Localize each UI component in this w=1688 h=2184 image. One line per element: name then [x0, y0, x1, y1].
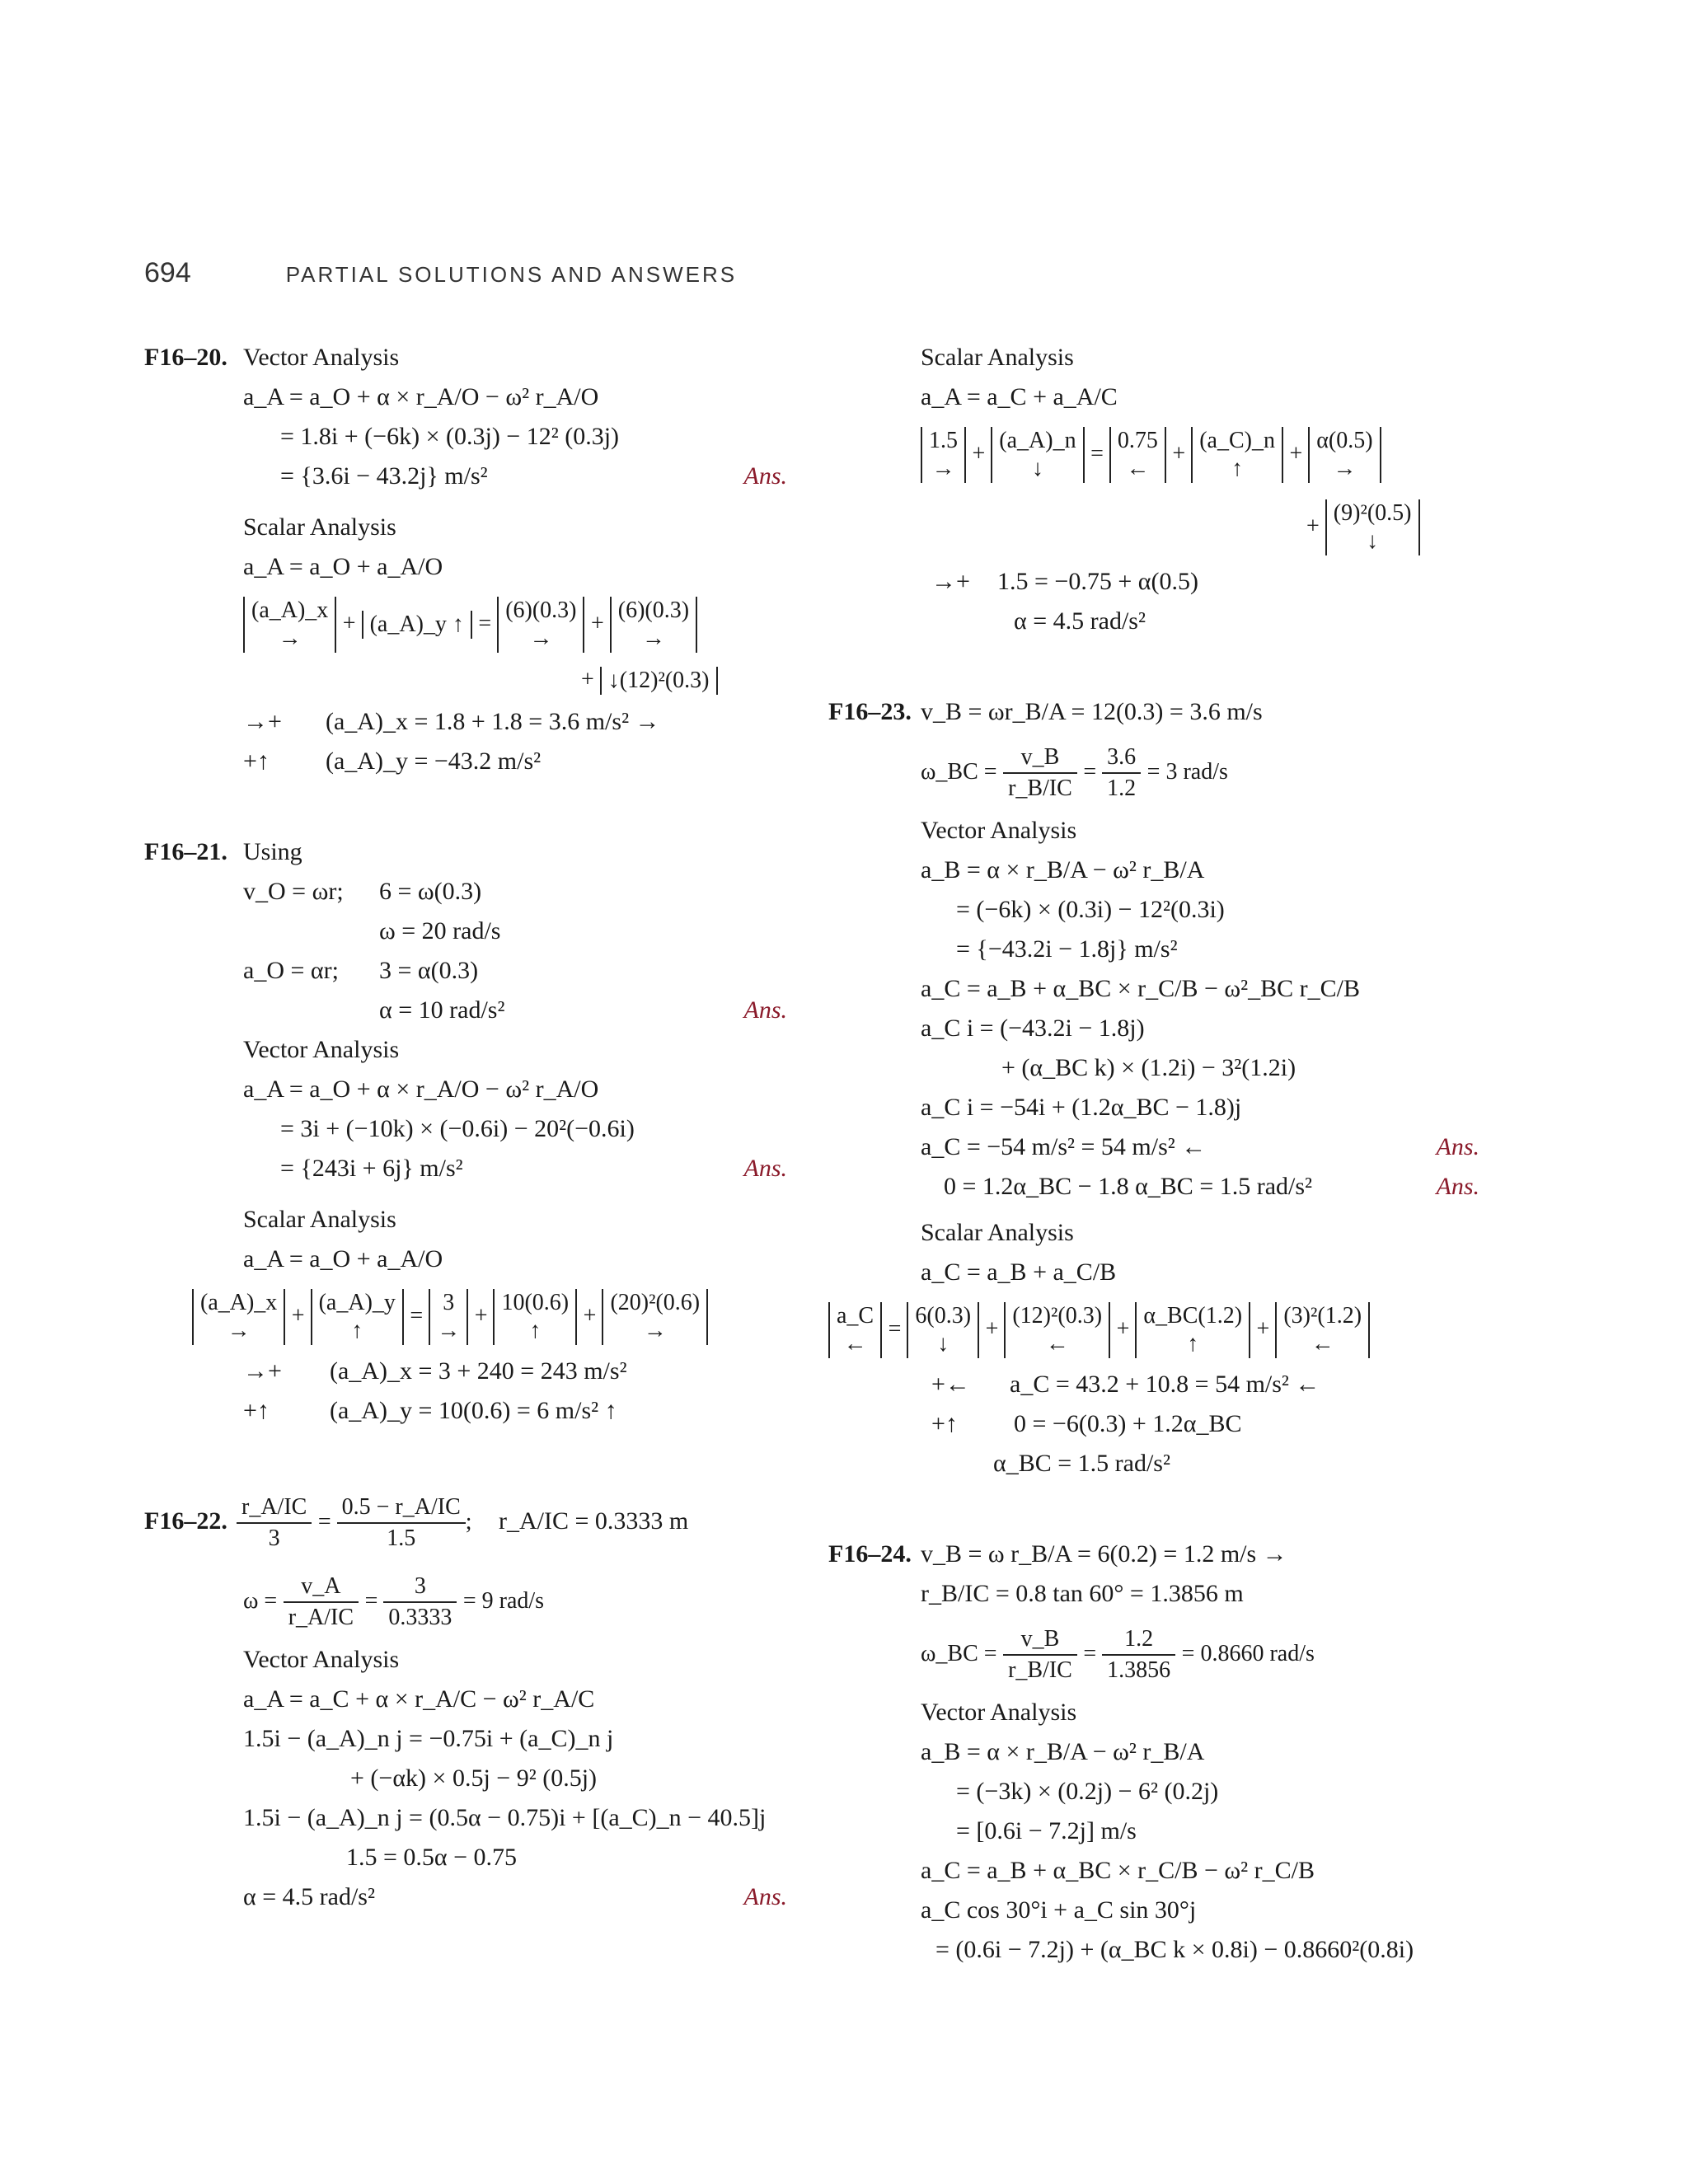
fraction: $\frac{v\_B}{r\_B/IC}$ [1003, 743, 1077, 804]
sign-convention: +↑ [243, 1397, 270, 1424]
section-heading: Vector Analysis [921, 1699, 1077, 1726]
fraction-equation: ω_BC = $\frac{v\_B}{r\_B/IC}$ = $\frac{1.2}{1.3856}$ = 0.8660 rad/s [921, 1614, 1315, 1694]
bracket-term: 1.5 → [921, 427, 966, 483]
bracket-term: (a_A)_y ↑ [311, 1289, 404, 1345]
equation-line: (a_A)_x = 3 + 240 = 243 m/s² [330, 1357, 627, 1385]
equation-line: 1.5 = 0.5α − 0.75 [346, 1844, 518, 1871]
fraction-equation: $\frac{r\_A/IC}{3}$ = $\frac{0.5 - r\_A/IC}{1.5}$ ; [237, 1482, 472, 1562]
equation-line: r_B/IC = 0.8 tan 60° = 1.3856 m [921, 1580, 1244, 1607]
sign-convention: →+ [243, 1357, 282, 1385]
equation-line: = (−6k) × (0.3i) − 12²(0.3i) [956, 896, 1225, 923]
equation-line: a_O = αr; [243, 957, 339, 984]
equation-line: 0 = −6(0.3) + 1.2α_BC [1014, 1410, 1242, 1437]
page-number: 694 [144, 257, 191, 288]
fraction: $\frac{v\_A}{r\_A/IC}$ [284, 1572, 359, 1633]
equation-line: = {243i + 6j} m/s² [280, 1155, 463, 1182]
bracket-term: α_BC(1.2) ↑ [1135, 1302, 1250, 1358]
bracket-equation: a_C ← = 6(0.3) ↓ + (12)²(0.3) ← + α_BC(1.2) ↑ + (3)²(1.2) ← [828, 1292, 1370, 1366]
section-heading: Vector Analysis [243, 1646, 400, 1673]
bracket-term: 10(0.6) ↑ [493, 1289, 577, 1345]
equation-line: = [0.6i − 7.2j] m/s [956, 1817, 1137, 1844]
answer-marker: Ans. [743, 1883, 787, 1910]
answer-marker: Ans. [1436, 1173, 1479, 1200]
equation-line: = {−43.2i − 1.8j} m/s² [956, 935, 1178, 963]
fraction: $\frac{1.2}{1.3856}$ [1102, 1624, 1175, 1685]
bracket-equation-cont: + ↓(12)²(0.3) [581, 659, 718, 700]
equation-line: 1.5i − (a_A)_n j = (0.5α − 0.75)i + [(a_C)_n − 40.5]j [243, 1804, 767, 1831]
sign-convention: +↑ [931, 1410, 958, 1437]
equation-line: a_A = a_O + α × r_A/O − ω² r_A/O [243, 1076, 599, 1103]
bracket-term: ↓(12)²(0.3) [600, 667, 718, 695]
bracket-term: (a_A)_x → [243, 597, 336, 653]
section-heading: Scalar Analysis [921, 1219, 1074, 1246]
problem-f16-23 [828, 692, 1479, 1483]
equation-line: = (0.6i − 7.2j) + (α_BC k × 0.8i) − 0.8660²(0.8i) [935, 1936, 1414, 1963]
fraction: $\frac{3.6}{1.2}$ [1102, 743, 1141, 804]
equation-line: 1.5i − (a_A)_n j = −0.75i + (a_C)_n j [243, 1725, 614, 1752]
equation-line: a_A = a_O + a_A/O [243, 553, 443, 580]
section-heading: Vector Analysis [921, 817, 1077, 844]
bracket-term: (a_A)_x → [192, 1289, 285, 1345]
equation-line: v_B = ω r_B/A = 6(0.2) = 1.2 m/s → [921, 1540, 1287, 1568]
equation-line: α_BC = 1.5 rad/s² [993, 1450, 1170, 1477]
bracket-equation: 1.5 → + (a_A)_n ↓ = 0.75 ← + (a_C)_n ↑ + α(0.5) → [921, 417, 1381, 490]
left-column [144, 338, 787, 1968]
bracket-term: (a_A)_n ↓ [991, 427, 1084, 483]
section-heading: Vector Analysis [243, 1036, 400, 1063]
equation-line: = {3.6i − 43.2j} m/s² [280, 462, 488, 490]
equation-line: α = 4.5 rad/s² [1014, 607, 1146, 635]
answer-marker: Ans. [743, 996, 787, 1024]
problem-f16-22-continued [828, 338, 1479, 641]
bracket-term: (a_A)_y ↑ [362, 611, 472, 639]
fraction-equation: ω_BC = $\frac{v\_B}{r\_B/IC}$ = $\frac{3.6}{1.2}$ = 3 rad/s [921, 732, 1228, 812]
equation-line: ω = 20 rad/s [379, 917, 501, 944]
equation-line: = 1.8i + (−6k) × (0.3j) − 12² (0.3j) [280, 423, 620, 450]
sign-convention: →+ [931, 568, 970, 595]
section-heading: Scalar Analysis [243, 513, 396, 541]
sign-convention: +← [931, 1371, 970, 1398]
problem-f16-21 [144, 832, 787, 1431]
equation-line: = (−3k) × (0.2j) − 6² (0.2j) [956, 1778, 1219, 1805]
equation-line: v_B = ωr_B/A = 12(0.3) = 3.6 m/s [921, 698, 1263, 725]
equation-line: a_A = a_O + α × r_A/O − ω² r_A/O [243, 383, 599, 410]
problem-f16-20 [144, 338, 787, 781]
bracket-term: (a_C)_n ↑ [1191, 427, 1283, 483]
equation-line: α = 10 rad/s² [379, 996, 505, 1024]
equation-line: (a_A)_x = 1.8 + 1.8 = 3.6 m/s² → [326, 708, 660, 735]
problem-f16-22 [144, 1482, 787, 1917]
bracket-term: a_C ← [828, 1302, 882, 1358]
fraction: $\frac{v\_B}{r\_B/IC}$ [1003, 1624, 1077, 1685]
bracket-term: (3)²(1.2) ← [1275, 1302, 1370, 1358]
equation-line: + (−αk) × 0.5j − 9² (0.5j) [350, 1765, 598, 1792]
equation-line: a_A = a_C + α × r_A/C − ω² r_A/C [243, 1685, 595, 1713]
equation-line: a_C = a_B + α_BC × r_C/B − ω² r_C/B [921, 1857, 1315, 1884]
bracket-equation: (a_A)_x → + (a_A)_y ↑ = (6)(0.3) → + (6)(0.3) → [243, 587, 697, 660]
answer-marker: Ans. [1436, 1133, 1479, 1160]
equation-line: a_A = a_O + a_A/O [243, 1245, 443, 1272]
answer-marker: Ans. [743, 1155, 787, 1182]
section-heading: Scalar Analysis [243, 1206, 396, 1233]
equation-line: a_B = α × r_B/A − ω² r_B/A [921, 1738, 1205, 1765]
equation-line: (a_A)_y = −43.2 m/s² [326, 748, 542, 775]
equation-line: a_C = −54 m/s² = 54 m/s² ← [921, 1133, 1207, 1160]
bracket-term: (6)(0.3) → [610, 597, 697, 653]
equation-line: a_C = a_B + a_C/B [921, 1258, 1117, 1286]
equation-line: + (α_BC k) × (1.2i) − 3²(1.2i) [1001, 1054, 1296, 1081]
bracket-term: (6)(0.3) → [497, 597, 584, 653]
equation-line: 0 = 1.2α_BC − 1.8 α_BC = 1.5 rad/s² [944, 1173, 1313, 1200]
sign-convention: →+ [243, 708, 282, 735]
bracket-term: α(0.5) → [1308, 427, 1381, 483]
sign-convention: +↑ [243, 748, 270, 775]
bracket-term: 0.75 ← [1109, 427, 1166, 483]
problem-id: F16–20. [144, 344, 227, 371]
equation-line: = 3i + (−10k) × (−0.6i) − 20²(−0.6i) [280, 1115, 635, 1142]
equation-line: α = 4.5 rad/s² [243, 1883, 375, 1910]
equation-line: r_A/IC = 0.3333 m [499, 1507, 689, 1535]
equation-line: a_B = α × r_B/A − ω² r_B/A [921, 856, 1205, 883]
bracket-term: (9)²(0.5) ↓ [1325, 499, 1420, 555]
running-title: PARTIAL SOLUTIONS AND ANSWERS [285, 262, 738, 287]
problem-id: F16–24. [828, 1540, 912, 1568]
section-heading: Scalar Analysis [921, 344, 1074, 371]
bracket-term: 3 → [429, 1289, 468, 1345]
fraction: $\frac{3}{0.3333}$ [383, 1572, 457, 1633]
bracket-term: (20)²(0.6) → [602, 1289, 708, 1345]
equation-line: a_C cos 30°i + a_C sin 30°j [921, 1896, 1197, 1924]
answer-marker: Ans. [743, 462, 787, 490]
equation-line: 1.5 = −0.75 + α(0.5) [997, 568, 1198, 595]
fraction-equation: ω = $\frac{v\_A}{r\_A/IC}$ = $\frac{3}{0.3333}$ = 9 rad/s [243, 1561, 544, 1641]
problem-id: F16–23. [828, 698, 912, 725]
problem-id: F16–22. [144, 1507, 227, 1535]
bracket-equation-cont: + (9)²(0.5) ↓ [1306, 490, 1420, 563]
section-heading: Vector Analysis [243, 344, 400, 371]
equation-line: 6 = ω(0.3) [379, 878, 482, 905]
fraction: $\frac{r\_A/IC}{3}$ [237, 1493, 312, 1554]
equation-line: 3 = α(0.3) [379, 957, 479, 984]
problem-f16-24 [828, 1535, 1479, 1970]
problem-id: F16–21. [144, 838, 227, 865]
equation-line: a_A = a_C + a_A/C [921, 383, 1118, 410]
fraction: $\frac{0.5 - r\_A/IC}{1.5}$ [337, 1493, 466, 1554]
page-header [144, 257, 737, 289]
right-column [828, 338, 1479, 2021]
equation-line: Using [243, 838, 302, 865]
equation-line: a_C i = (−43.2i − 1.8j) [921, 1015, 1145, 1042]
equation-line: (a_A)_y = 10(0.6) = 6 m/s² ↑ [330, 1397, 617, 1424]
equation-line: a_C = a_B + α_BC × r_C/B − ω²_BC r_C/B [921, 975, 1361, 1002]
bracket-term: 6(0.3) ↓ [907, 1302, 979, 1358]
bracket-equation: (a_A)_x → + (a_A)_y ↑ = 3 → + 10(0.6) ↑ + (20)²(0.6) → [192, 1279, 708, 1352]
bracket-term: (12)²(0.3) ← [1004, 1302, 1110, 1358]
equation-line: a_C = 43.2 + 10.8 = 54 m/s² ← [1010, 1371, 1320, 1398]
equation-line: v_O = ωr; [243, 878, 344, 905]
equation-line: a_C i = −54i + (1.2α_BC − 1.8)j [921, 1094, 1242, 1121]
